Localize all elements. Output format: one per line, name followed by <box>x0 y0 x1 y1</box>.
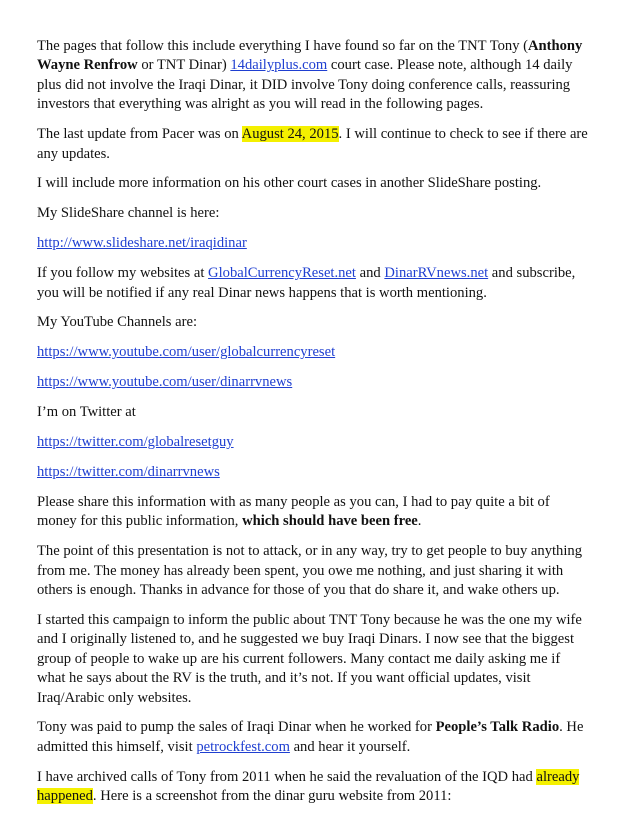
link-slideshare[interactable]: http://www.slideshare.net/iraqidinar <box>37 235 247 252</box>
link-youtube-dinarrvnews[interactable]: https://www.youtube.com/user/dinarrvnews <box>37 374 293 391</box>
paragraph-youtube-label: My YouTube Channels are: <box>37 314 198 331</box>
paragraph-slideshare-link <box>37 234 588 253</box>
link-youtube-globalcurrencyreset[interactable]: https://www.youtube.com/user/globalcurrencyreset <box>37 344 336 361</box>
paragraph-campaign: I started this campaign to inform the public about TNT Tony because he was the one my wife and I originally listened to, and he suggested we buy Iraqi Dinars. I now see that the biggest group of people to wake up are his current followers. Many contact me daily asking me if what he says about the RV is the truth, and it’s not. If you want official updates, visit Iraq/Arabic only websites. <box>37 611 582 706</box>
paragraph-intro: The pages that follow this include everything I have found so far on the TNT Tony (Anthony Wayne Renfrow or TNT Dinar) 14dailyplus.com court case. Please note, although 14 daily plus did not involve the Iraqi Dinar, it DID involve Tony doing conference calls, reassuring investors that everything was alright as you will read in the following pages. <box>37 38 583 113</box>
paragraph-share: Please share this information with as many people as you can, I had to pay quite a bit of money for this public information, which should have been free. <box>37 493 550 530</box>
paragraph-pacer-update: The last update from Pacer was on August 24, 2015. I will continue to check to see if there are any updates. <box>37 126 588 162</box>
paragraph-twitter-label: I’m on Twitter at <box>37 404 136 421</box>
link-dinarrvnews[interactable]: DinarRVnews.net <box>384 265 489 282</box>
link-14dailyplus[interactable]: 14dailyplus.com <box>230 57 328 74</box>
highlight-date: August 24, 2015 <box>241 126 339 143</box>
link-petrockfest[interactable]: petrockfest.com <box>196 738 290 755</box>
paragraph-youtube-link-2 <box>37 373 588 392</box>
link-twitter-globalresetguy[interactable]: https://twitter.com/globalresetguy <box>37 434 234 451</box>
bold-free: which should have been free <box>242 513 418 530</box>
bold-radio: People’s Talk Radio <box>435 719 560 736</box>
paragraph-websites: If you follow my websites at GlobalCurrencyReset.net and DinarRVnews.net and subscribe, you will be notified if any real Dinar news happens that is worth mentioning. <box>37 265 576 301</box>
paragraph-archived-calls: I have archived calls of Tony from 2011 when he said the revaluation of the IQD had already happened. Here is a screenshot from the dinar guru website from 2011: <box>37 768 580 805</box>
paragraph-slideshare-label: My SlideShare channel is here: <box>37 205 220 222</box>
paragraph-twitter-link-2 <box>37 463 588 482</box>
highlight-already-happened: already happened <box>37 768 580 805</box>
paragraph-more-info: I will include more information on his other court cases in another SlideShare posting. <box>37 175 542 192</box>
paragraph-youtube-link-1 <box>37 343 588 362</box>
paragraph-peoples-talk-radio: Tony was paid to pump the sales of Iraqi Dinar when he worked for People’s Talk Radio. He admitted this himself, visit petrockfest.com and hear it yourself. <box>37 719 584 755</box>
link-globalcurrencyreset[interactable]: GlobalCurrencyReset.net <box>208 265 356 282</box>
link-twitter-dinarrvnews[interactable]: https://twitter.com/dinarrvnews <box>37 464 220 480</box>
paragraph-twitter-link-1 <box>37 433 588 452</box>
name-bold: Anthony Wayne Renfrow <box>37 38 583 74</box>
paragraph-point: The point of this presentation is not to attack, or in any way, try to get people to buy anything from me. The money has already been spent, you owe me nothing, and just sharing it with others is enough. Thanks in advance for those of you that do share it, and wake others up. <box>37 543 582 599</box>
